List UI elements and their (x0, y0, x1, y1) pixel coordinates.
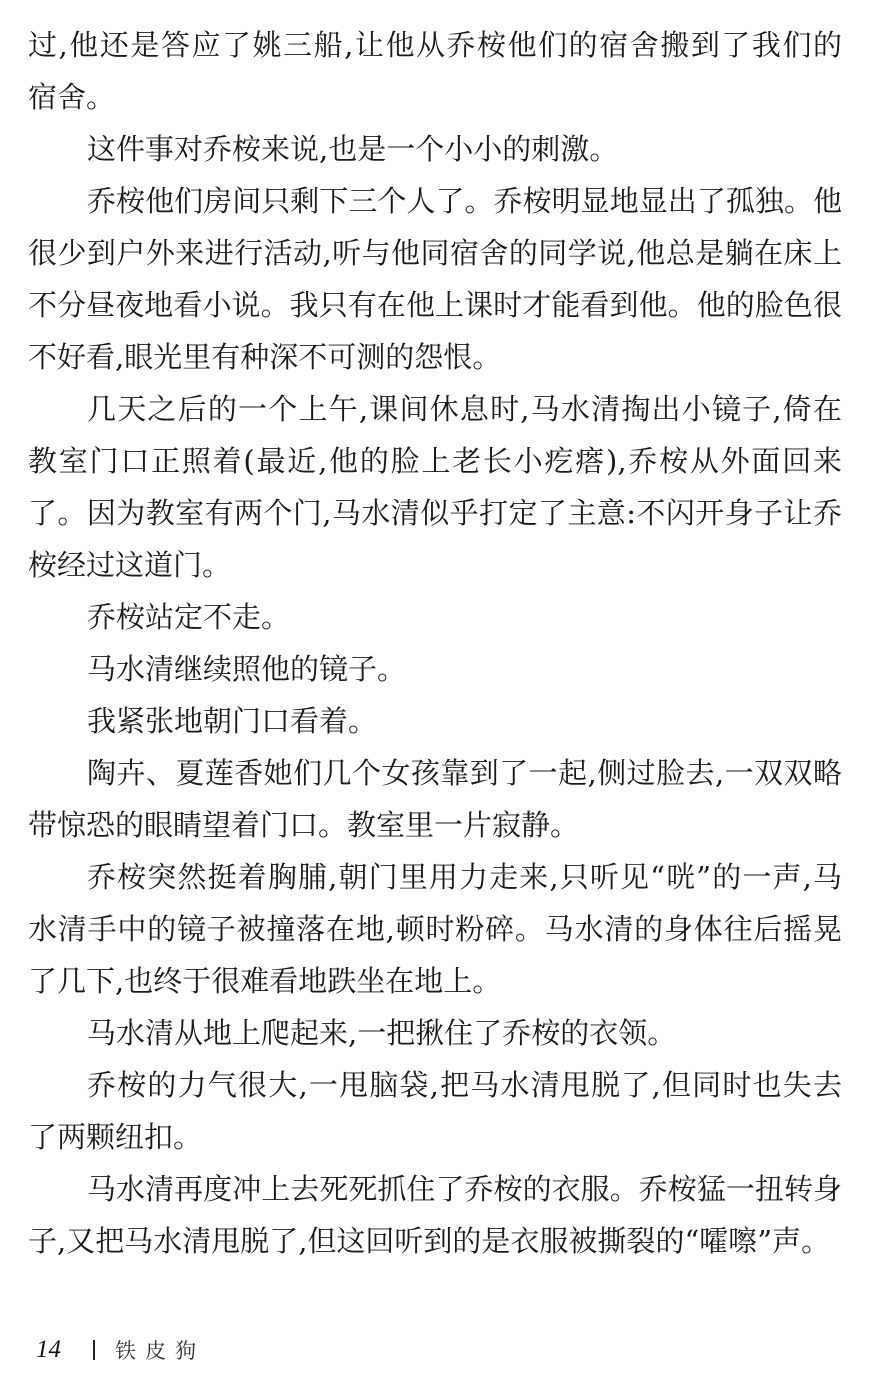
text-line: 我紧张地朝门口看着。 (87, 704, 378, 738)
text-line: 了。因为教室有两个门,马水清似乎打定了主意:不闪开身子让乔 (28, 496, 842, 530)
text-line: 水清手中的镜子被撞落在地,顿时粉碎。马水清的身体往后摇晃 (28, 912, 842, 946)
paragraph (28, 19, 842, 123)
text-line: 几天之后的一个上午,课间休息时,马水清掏出小镜子,倚在 (87, 392, 842, 426)
text-line: 乔桉的力气很大,一甩脑袋,把马水清甩脱了,但同时也失去 (87, 1068, 842, 1102)
book-title: 铁皮狗 (115, 1339, 205, 1363)
text-line: 宿舍。 (28, 80, 116, 114)
paragraph (28, 1163, 842, 1267)
paragraph (28, 643, 842, 695)
text-line: 马水清继续照他的镜子。 (87, 652, 407, 686)
footer-divider (93, 1340, 95, 1360)
text-line: 乔桉突然挺着胸脯,朝门里用力走来,只听见“咣”的一声,马 (87, 860, 842, 894)
text-line: 教室门口正照着(最近,他的脸上老长小疙瘩),乔桉从外面回来 (28, 444, 842, 478)
paragraph (28, 1059, 842, 1163)
text-line: 了两颗纽扣。 (28, 1120, 203, 1154)
text-line: 过,他还是答应了姚三船,让他从乔桉他们的宿舍搬到了我们的 (28, 28, 842, 62)
text-line: 马水清再度冲上去死死抓住了乔桉的衣服。乔桉猛一扭转身 (87, 1172, 842, 1206)
paragraph (28, 591, 842, 643)
text-line: 了几下,也终于很难看地跌坐在地上。 (28, 964, 502, 998)
text-line: 陶卉、夏莲香她们几个女孩靠到了一起,侧过脸去,一双双略 (87, 756, 842, 790)
paragraph (28, 123, 842, 175)
text-line: 不分昼夜地看小说。我只有在他上课时才能看到他。他的脸色很 (28, 288, 842, 322)
text-line: 这件事对乔桉来说,也是一个小小的刺激。 (87, 132, 619, 166)
text-line: 子,又把马水清甩脱了,但这回听到的是衣服被撕裂的“嚯嚓”声。 (28, 1224, 831, 1258)
paragraph (28, 747, 842, 851)
text-line: 不好看,眼光里有种深不可测的怨恨。 (28, 340, 502, 374)
page-footer (36, 1332, 205, 1368)
text-line: 带惊恐的眼睛望着门口。教室里一片寂静。 (28, 808, 580, 842)
text-line: 桉经过这道门。 (28, 548, 232, 582)
text-line: 很少到户外来进行活动,听与他同宿舍的同学说,他总是躺在床上 (28, 236, 842, 270)
page-number: 14 (36, 1336, 61, 1363)
paragraph (28, 695, 842, 747)
paragraph (28, 383, 842, 591)
paragraph (28, 1007, 842, 1059)
text-line: 乔桉站定不走。 (87, 600, 291, 634)
paragraph (28, 851, 842, 1007)
text-line: 马水清从地上爬起来,一把揪住了乔桉的衣领。 (87, 1016, 677, 1050)
text-line: 乔桉他们房间只剩下三个人了。乔桉明显地显出了孤独。他 (87, 184, 842, 218)
body-text (28, 19, 842, 1267)
paragraph (28, 175, 842, 383)
